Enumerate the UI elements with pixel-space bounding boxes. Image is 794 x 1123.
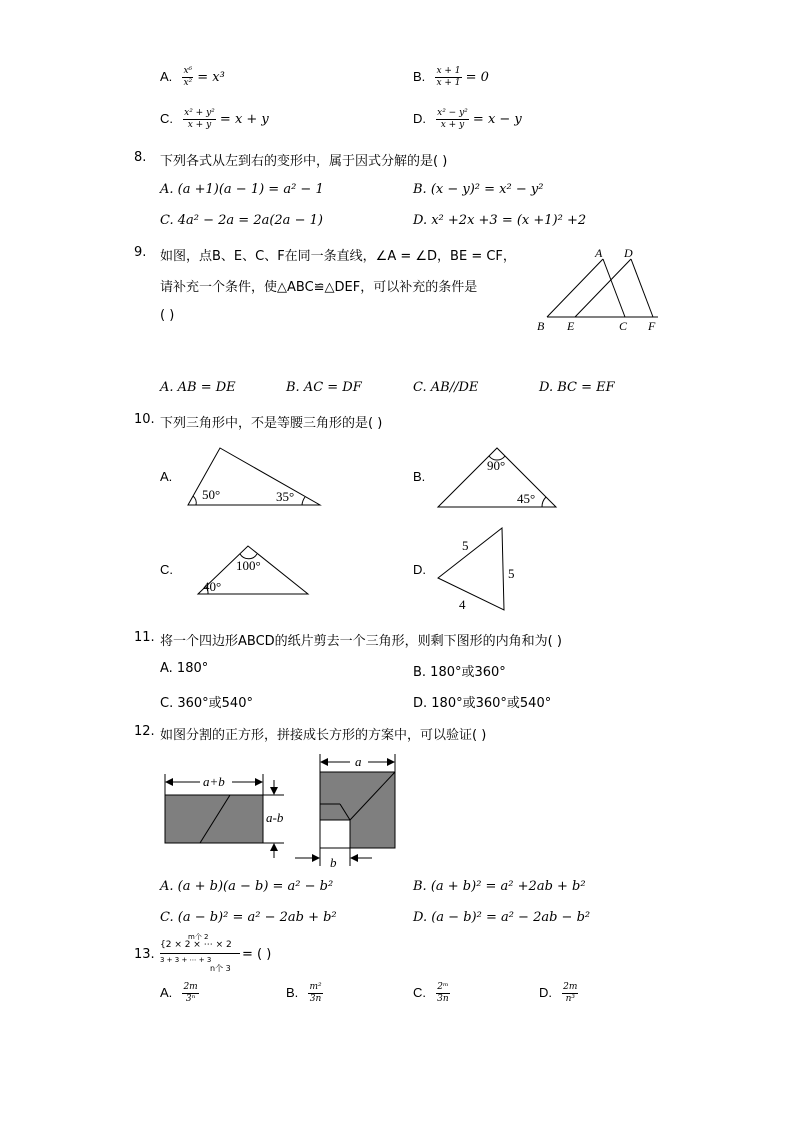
q7-option-b-fraction — [435, 66, 461, 89]
q7-option-a-fraction — [182, 66, 193, 89]
q7-option-b-denominator: x + 1 — [436, 78, 461, 88]
q9-side-df — [631, 259, 653, 317]
q13-option-a[interactable] — [160, 982, 199, 1005]
q10-d-triangle-shape — [438, 528, 504, 610]
q10-c-angle1: 100° — [236, 558, 261, 573]
q10-option-a-triangle[interactable] — [180, 440, 330, 512]
q12-label-a-plus-b: a+b — [203, 774, 225, 789]
q9-option-b[interactable]: B. AC = DF — [286, 380, 362, 395]
q13-option-c-label: C. — [413, 985, 426, 1000]
q10-option-b-label[interactable]: B. — [413, 469, 426, 484]
q13-option-d-fraction — [562, 982, 578, 1005]
q8-option-b[interactable]: B. (x − y)² = x² − y² — [413, 182, 544, 197]
q13-under-label: n个 3 — [210, 964, 231, 973]
q11-option-b[interactable]: B. 180°或360° — [413, 665, 506, 680]
q13-option-b[interactable] — [286, 982, 323, 1005]
q7-option-a-denominator: x² — [183, 78, 193, 88]
q11-option-a[interactable]: A. 180° — [160, 661, 209, 676]
q12-stem: 如图分割的正方形，拼接成长方形的方案中，可以验证( ) — [160, 728, 487, 743]
q11-number: 11. — [134, 630, 155, 645]
q12-right-small-square — [320, 820, 350, 848]
q7-option-d-fraction — [436, 108, 469, 131]
q10-option-c-triangle[interactable] — [190, 540, 315, 598]
q13-option-c-fraction — [436, 982, 450, 1005]
q7-option-a-numerator: x⁶ — [183, 66, 193, 76]
q10-a-angle1: 50° — [202, 487, 221, 502]
q10-option-b-triangle[interactable] — [432, 440, 562, 512]
q7-option-c-numerator: x² + y² — [184, 108, 215, 118]
q7-option-c-denominator: x + y — [187, 120, 212, 130]
q9-label-a: A — [595, 246, 603, 260]
q10-b-angle2: 45° — [517, 491, 536, 506]
q9-number: 9. — [134, 245, 147, 260]
q9-option-d[interactable]: D. BC = EF — [539, 380, 615, 395]
q13-option-d-denominator: n³ — [565, 994, 575, 1004]
q9-label-c: C — [619, 319, 628, 333]
q9-label-b: B — [537, 319, 545, 333]
q9-stem-line1: 如图，点B、E、C、F在同一条直线，∠A = ∠D，BE = CF， — [160, 249, 516, 264]
q10-d-side1: 5 — [462, 538, 469, 553]
q13-option-a-numerator: 2m — [183, 982, 198, 992]
q10-d-side2: 5 — [508, 566, 515, 581]
q13-option-b-label: B. — [286, 985, 299, 1000]
q9-option-a[interactable]: A. AB = DE — [160, 380, 236, 395]
q7-option-b-numerator: x + 1 — [436, 66, 461, 76]
q9-stem-line3: ( ) — [160, 308, 175, 323]
q12-label-a: a — [355, 754, 362, 769]
q10-option-a-label[interactable]: A. — [160, 469, 173, 484]
q13-option-b-denominator: 3n — [309, 994, 322, 1004]
q13-over-label: m个 2 — [188, 933, 209, 941]
q13-option-a-fraction — [182, 982, 198, 1005]
q13-option-c-denominator: 3n — [437, 994, 449, 1004]
q12-option-b[interactable]: B. (a + b)² = a² +2ab + b² — [413, 879, 586, 894]
q9-side-de — [575, 259, 631, 317]
q10-stem: 下列三角形中，不是等腰三角形的是( ) — [160, 416, 383, 431]
q13-denominator: 3 + 3 + ⋯ + 3 — [160, 956, 212, 964]
q7-option-a-label: A. — [160, 69, 173, 84]
q7-option-d-denominator: x + y — [440, 120, 465, 130]
q7-option-c-label: C. — [160, 111, 173, 126]
q13-option-b-numerator: m² — [309, 982, 322, 992]
q9-triangle-figure — [530, 242, 670, 334]
q9-option-c[interactable]: C. AB//DE — [413, 380, 479, 395]
q7-option-b-rhs: = 0 — [465, 70, 489, 85]
q13-option-d-label: D. — [539, 985, 552, 1000]
q7-option-d-numerator: x² − y² — [437, 108, 468, 118]
q10-option-d-triangle[interactable] — [430, 522, 530, 614]
q9-side-ac — [603, 259, 625, 317]
q7-option-c-fraction — [183, 108, 216, 131]
q13-numerator: {2 × 2 × ⋯ × 2 — [160, 940, 232, 950]
q10-c-angle2: 40° — [203, 579, 222, 594]
q12-label-b: b — [330, 855, 337, 870]
q13-option-b-fraction — [308, 982, 322, 1005]
q7-option-d-label: D. — [413, 111, 426, 126]
q10-b-angle-arc-right — [542, 497, 546, 507]
q12-number: 12. — [134, 724, 155, 739]
q10-a-angle-arc-right — [302, 497, 305, 505]
q10-a-angle-arc-left — [193, 496, 196, 505]
q8-option-d[interactable]: D. x² +2x +3 = (x +1)² +2 — [413, 213, 587, 228]
q7-option-d-rhs: = x − y — [472, 112, 522, 127]
q10-option-c-label[interactable]: C. — [160, 562, 173, 577]
q13-option-c[interactable] — [413, 982, 450, 1005]
q12-label-a-minus-b: a-b — [266, 810, 284, 825]
q8-option-a[interactable]: A. (a +1)(a − 1) = a² − 1 — [160, 182, 324, 197]
q7-option-d[interactable] — [413, 108, 522, 131]
q7-option-b[interactable] — [413, 66, 489, 89]
q9-label-e: E — [567, 319, 575, 333]
q10-option-d-label[interactable]: D. — [413, 562, 426, 577]
q11-stem: 将一个四边形ABCD的纸片剪去一个三角形，则剩下图形的内角和为( ) — [160, 634, 562, 649]
q8-stem: 下列各式从左到右的变形中，属于因式分解的是( ) — [160, 154, 448, 169]
q12-figure — [160, 750, 410, 870]
q11-option-d[interactable]: D. 180°或360°或540° — [413, 696, 552, 711]
q10-a-angle2: 35° — [276, 489, 295, 504]
q7-option-a[interactable] — [160, 66, 225, 89]
q12-option-d[interactable]: D. (a − b)² = a² − 2ab − b² — [413, 910, 591, 925]
q13-number: 13. — [134, 947, 155, 962]
q13-option-c-numerator: 2ᵐ — [437, 982, 449, 992]
q7-option-a-rhs: = x³ — [197, 70, 225, 85]
q13-tail: = ( ) — [242, 947, 272, 962]
q9-label-d: D — [624, 246, 633, 260]
q13-option-d-numerator: 2m — [563, 982, 578, 992]
q9-stem-line2: 请补充一个条件，使△ABC≌△DEF，可以补充的条件是 — [160, 280, 478, 295]
q7-option-c[interactable] — [160, 108, 269, 131]
q7-option-b-label: B. — [413, 69, 426, 84]
q12-option-c[interactable]: C. (a − b)² = a² − 2ab + b² — [160, 910, 337, 925]
q7-option-c-rhs: = x + y — [219, 112, 269, 127]
q9-label-f: F — [648, 319, 656, 333]
q12-option-a[interactable]: A. (a + b)(a − b) = a² − b² — [160, 879, 334, 894]
q10-b-triangle-shape — [438, 448, 556, 507]
q10-b-angle1: 90° — [487, 458, 506, 473]
q12-left-rectangle — [165, 795, 263, 843]
q13-option-d[interactable] — [539, 982, 578, 1005]
q10-number: 10. — [134, 412, 155, 427]
q10-d-side3: 4 — [459, 597, 466, 612]
q8-number: 8. — [134, 150, 147, 165]
q13-fraction-bar — [160, 953, 240, 954]
q13-option-a-label: A. — [160, 985, 173, 1000]
q13-option-a-denominator: 3ⁿ — [185, 994, 196, 1004]
q11-option-c[interactable]: C. 360°或540° — [160, 696, 253, 711]
q8-option-c[interactable]: C. 4a² − 2a = 2a(2a − 1) — [160, 213, 323, 228]
q9-side-ab — [547, 259, 603, 317]
